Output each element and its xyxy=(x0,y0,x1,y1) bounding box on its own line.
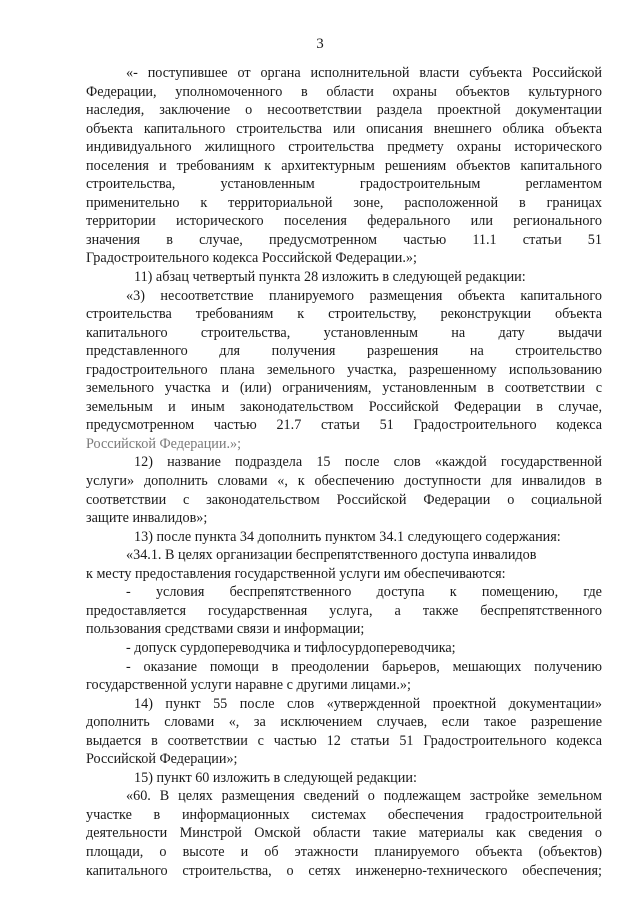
text-line: индивидуального жилищного строительства предмету охраны исторического xyxy=(86,139,602,156)
text-line: защите инвалидов»; xyxy=(86,510,208,527)
text-line: услуги» дополнить словами «, к обеспечению доступности для инвалидов в xyxy=(86,473,602,490)
text-line: 15) пункт 60 изложить в следующей редакции: xyxy=(134,769,417,786)
text-line: капитального строительства, установленным на дату выдачи xyxy=(86,324,602,341)
text-line: земельным и иным законодательством Российской Федерации в случае, xyxy=(86,398,602,415)
text-line: Российской Федерации»; xyxy=(86,751,238,768)
text-line: поселения и требованиям к архитектурным решениям объектов капитального xyxy=(86,157,602,174)
text-line: площади, о высоте и об этажности планируемого объекта (объектов) xyxy=(86,843,602,860)
text-line: «3) несоответствие планируемого размещения объекта капитального xyxy=(126,287,602,304)
text-line: соответствии с законодательством Российской Федерации о социальной xyxy=(86,491,602,508)
text-line: капитального строительства, о сетях инженерно-технического обеспечения; xyxy=(86,862,602,879)
text-line: строительства, установленным градостроительным регламентом xyxy=(86,176,602,193)
text-line: деятельности Минстрой Омской области такие материалы как сведения о xyxy=(86,825,602,842)
text-line: «60. В целях размещения сведений о подлежащем застройке земельном xyxy=(126,788,602,805)
text-line: 13) после пункта 34 дополнить пунктом 34.1 следующего содержания: xyxy=(134,528,561,545)
page-number: 3 xyxy=(316,36,324,52)
text-line: - условия беспрепятственного доступа к помещению, где xyxy=(126,584,602,601)
text-line: 11) абзац четвертый пункта 28 изложить в следующей редакции: xyxy=(134,269,526,286)
text-line: к месту предоставления государственной услуги им обеспечиваются: xyxy=(86,565,506,582)
text-line: градостроительного плана земельного участка, разрешенному использованию xyxy=(86,361,602,378)
text-line: «- поступившее от органа исполнительной власти субъекта Российской xyxy=(126,65,602,81)
text-line: предоставляется государственная услуга, а также беспрепятственного xyxy=(86,602,602,619)
text-line: представленного для получения разрешения на строительство xyxy=(86,343,602,360)
text-line: Федерации, уполномоченного в области охраны объектов культурного xyxy=(86,83,602,100)
text-line: пользования средствами связи и информации; xyxy=(86,621,365,638)
text-line: применительно к территориальной зоне, расположенной в границах xyxy=(86,194,602,211)
text-line: предусмотренном частью 21.7 статьи 51 Градостроительного кодекса xyxy=(86,417,602,434)
text-line: строительства требованиям к строительству, реконструкции объекта xyxy=(86,306,602,323)
text-line: выдается в соответствии с частью 12 статьи 51 Градостроительного кодекса xyxy=(86,732,602,749)
text-line: 14) пункт 55 после слов «утвержденной проектной документации» xyxy=(134,695,602,712)
text-line: Градостроительного кодекса Российской Федерации.»; xyxy=(86,250,417,267)
text-line: значения в случае, предусмотренном частью 11.1 статьи 51 xyxy=(86,231,602,248)
text-line: государственной услуги наравне с другими лицами.»; xyxy=(86,677,411,694)
text-line: - допуск сурдопереводчика и тифлосурдопереводчика; xyxy=(126,639,456,656)
text-line: участке в информационных системах обеспечения градостроительной xyxy=(86,806,602,823)
text-line: «34.1. В целях организации беспрепятственного доступа инвалидов xyxy=(126,547,537,564)
document-body xyxy=(86,64,602,880)
text-line: территории исторического поселения федерального или регионального xyxy=(86,213,602,230)
text-line: дополнить словами «, за исключением случаев, если такое разрешение xyxy=(86,714,602,731)
text-line: Российской Федерации.»; xyxy=(86,435,242,452)
text-line: объекта капитального строительства или описания внешнего облика объекта xyxy=(86,120,602,137)
text-line: земельного участка и (или) ограничениям, установленным в соответствии с xyxy=(86,380,602,397)
text-line: 12) название подраздела 15 после слов «каждой государственной xyxy=(134,454,602,471)
text-line: - оказание помощи в преодолении барьеров, мешающих получению xyxy=(126,658,602,675)
text-line: наследия, заключение о несоответствии раздела проектной документации xyxy=(86,102,602,119)
